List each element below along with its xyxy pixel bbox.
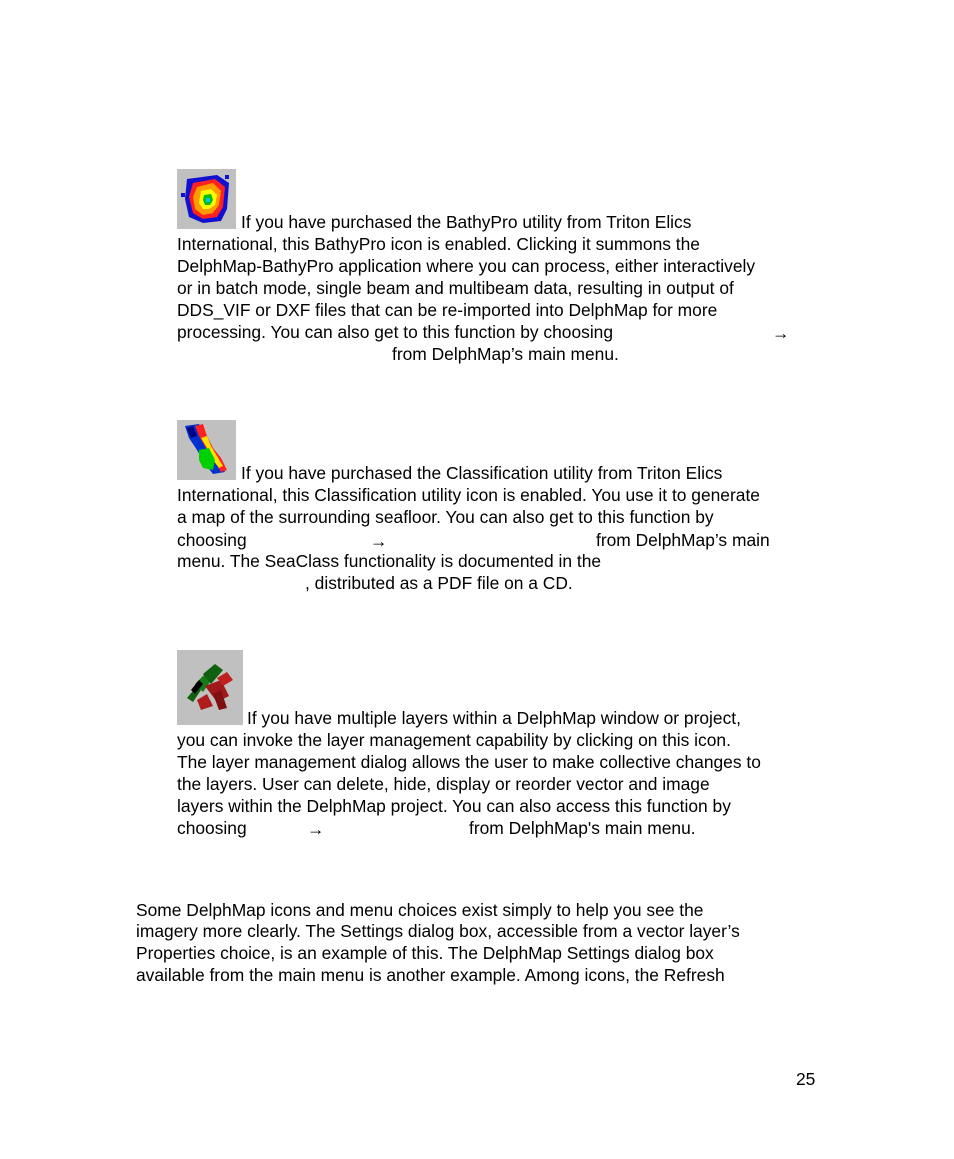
- classification-text-line-1: If you have purchased the Classification utility from Triton Elics: [241, 463, 723, 483]
- bathypro-text-line-6: processing. You can also get to this function by choosing: [177, 322, 614, 342]
- classification-text-line-3: a map of the surrounding seafloor. You can also get to this function by: [177, 507, 714, 527]
- bathypro-text-line-2: International, this BathyPro icon is enabled. Clicking it summons the: [177, 234, 700, 254]
- classification-arrow: →: [370, 531, 388, 551]
- layers-tail-text: from DelphMap's main menu.: [469, 818, 696, 838]
- classification-text-line-5: menu. The SeaClass functionality is documented in the: [177, 551, 602, 571]
- bathypro-text-line-1: If you have purchased the BathyPro utility from Triton Elics: [241, 212, 692, 232]
- paragraph-line-1: Some DelphMap icons and menu choices exist simply to help you see the: [136, 900, 704, 920]
- bathypro-text-line-5: DDS_VIF or DXF files that can be re-imported into DelphMap for more: [177, 300, 718, 320]
- layers-text-line-2: you can invoke the layer management capability by clicking on this icon.: [177, 730, 731, 750]
- layers-arrow: →: [307, 819, 325, 839]
- paragraph-line-3: Properties choice, is an example of this. The DelphMap Settings dialog box: [136, 943, 714, 963]
- bathypro-tail-text: from DelphMap’s main menu.: [392, 344, 619, 364]
- layers-text-line-3: The layer management dialog allows the user to make collective changes to: [177, 752, 761, 772]
- layers-text-line-4: the layers. User can delete, hide, display or reorder vector and image: [177, 774, 710, 794]
- bathypro-text-line-3: DelphMap-BathyPro application where you can process, either interactively: [177, 256, 756, 276]
- layers-text-line-1: If you have multiple layers within a DelphMap window or project,: [247, 708, 741, 728]
- page-number: 25: [796, 1069, 816, 1089]
- classification-icon: [177, 420, 236, 480]
- classification-text-line-2: International, this Classification utility icon is enabled. You use it to generate: [177, 485, 760, 505]
- bathypro-text-line-4: or in batch mode, single beam and multibeam data, resulting in output of: [177, 278, 734, 298]
- layers-choosing: choosing: [177, 818, 247, 838]
- layer-management-icon: [177, 650, 243, 725]
- classification-text-line-6: , distributed as a PDF file on a CD.: [305, 573, 573, 593]
- layers-text-line-5: layers within the DelphMap project. You can also access this function by: [177, 796, 731, 816]
- bathypro-icon: [177, 169, 236, 229]
- classification-choosing: choosing: [177, 530, 247, 550]
- paragraph-line-4: available from the main menu is another example. Among icons, the Refresh: [136, 965, 725, 985]
- paragraph-line-2: imagery more clearly. The Settings dialog box, accessible from a vector layer’s: [136, 921, 740, 941]
- bathypro-arrow: →: [772, 323, 790, 343]
- classification-from-main: from DelphMap’s main: [596, 530, 770, 550]
